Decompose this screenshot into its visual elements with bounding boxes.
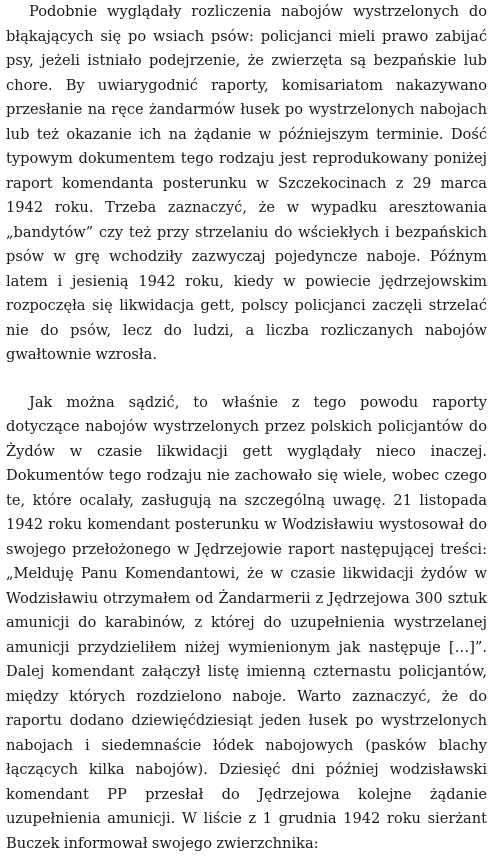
document-page	[6, 0, 487, 856]
paragraph-2: Jak można sądzić, to właśnie z tego powodu raporty dotyczące nabojów wystrzelonych przez polskich policjantów do Żydów w czasie likwidacji gett wyglądały nieco inaczej. Dokumentów tego rodzaju nie zachowało się wiele, wobec czego te, które ocalały, zasługują na szczególną uwagę. 21 listopada 1942 roku komendant posterunku w Wodzisławiu wystosował do swojego przełożonego w Jędrzejowie raport następującej treści: „Melduję Panu Komendantowi, że w czasie likwidacji żydów w Wodzisławiu otrzymałem od Żandarmerii z Jędrzejowa 300 sztuk amunicji do karabinów, z której do uzupełnienia wystrzelanej amunicji przydzieliłem niżej wymienionym jak następuje […]”. Dalej komendant załączył listę imienną czternastu policjantów, między których rozdzielono naboje. Warto zaznaczyć, że do raportu dodano dziewięćdziesiąt jeden łusek po wystrzelonych nabojach i siedemnaście łódek nabojowych (pasków blachy łączących kilka nabojów). Dziesięć dni później wodzisławski komendant PP przesłał do Jędrzejowa kolejne żądanie uzupełnienia amunicji. W liście z 1 grudnia 1942 roku sierżant Buczek informował swojego zwierzchnika:	[6, 391, 487, 856]
paragraph-1: Podobnie wyglądały rozliczenia nabojów wystrzelonych do błąkających się po wsiach psów: policjanci mieli prawo zabijać psy, jeżeli istniało podejrzenie, że zwierzęta są bezpańskie lub chore. By uwiarygodnić raporty, komisariatom nakazywano przesłanie na ręce żandarmów łusek po wystrzelonych nabojach lub też okazanie ich na żądanie w późniejszym terminie. Dość typowym dokumentem tego rodzaju jest reprodukowany poniżej raport komendanta posterunku w Szczekocinach z 29 marca 1942 roku. Trzeba zaznaczyć, że w wypadku aresztowania „bandytów” czy też przy strzelaniu do wściekłych i bezpańskich psów w grę wchodziły zazwyczaj pojedyncze naboje. Późnym latem i jesienią 1942 roku, kiedy w powiecie jędrzejowskim rozpoczęła się likwidacja gett, polscy policjanci zaczęli strzelać nie do psów, lecz do ludzi, a liczba rozliczanych nabojów gwałtownie wzrosła.	[6, 0, 487, 368]
